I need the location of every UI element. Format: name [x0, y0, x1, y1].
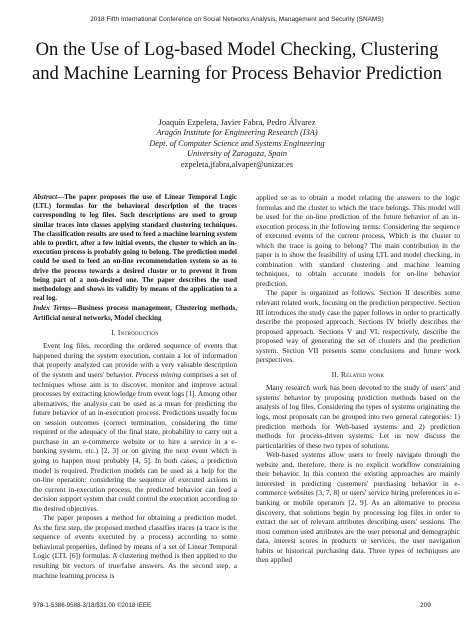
author-block [0, 117, 474, 171]
intro-italic-term: Process mining [135, 370, 182, 380]
intro-continuation-paragraph: applied so as to obtain a model relating the answers to the logic formulas and the cluster to which the trace belongs. This model will be used for the on-line prediction of the future behavior of an in-execution process in the following terms: Considering the sequence of executed events of the current process, Which is the cluster to which the trace is going to belong? The main contribution in the paper is to show the feasibility of using LTL and model checking, in combination with standard clustering and machine learning techniques, to obtain accurate models for on-line behavior prediction. [256, 193, 460, 288]
left-column [33, 193, 237, 580]
intro-text: comprises a set of techniques whose aim is to discover, monitor and improve actual processes by extracting knowledge from event logs [1]. Among other alternatives, the analysis can be used as a mean for predicting the future behavior of an in-execution process. Predictions usually focus on session outcomes (correct termination, considering the time required or the adequacy of the final state, probability to carry out a purchase in an e-commerce website or to hire a service in a e-banking system, etc.) [2, 3] or on giving the next event which is going to happen most probably [4, 5]. In both cases, a prediction model is required. Prediction models can be used as a help for the on-line operation: considering the sequence of executed actions in the current in-execution process, the predicted behavior can feed a decision support system that could control the execution according to the desired objectives. [33, 370, 237, 513]
abstract [33, 193, 237, 303]
author-institute: Aragón Institute for Engineering Research (I3A) [156, 127, 318, 137]
author-emails: ezpeleta,jfabra,alvaper@unizar.es [181, 160, 293, 170]
right-column [256, 193, 460, 565]
intro-text: The paper proposes a method for obtaining a prediction model. As the first step, the proposed method classifies traces (a trace is the sequence of events executed by a process) according to some behavioral properties, defined by means of a set of Linear Temporal Logic (LTL [6]) formulas. A clustering method is then applied to the resulting bit vectors of true/false answers. As the second step, a machine learning process is [33, 513, 237, 580]
conference-header: 2018 Fifth International Conference on Social Networks Analysis, Management and Security (SNAMS) [90, 16, 384, 23]
related-paragraph: Many research work has been devoted to the study of users' and systems' behavior by proposing prediction methods based on the analysis of log files. Considering the types of systems originating the logs, most proposals can be grouped into two general categories: 1) prediction methods for Web-based systems and 2) prediction methods for process-driven systems. Let us now discuss the particularities of these two types of solutions. [256, 383, 460, 450]
author-university: University of Zaragoza, Spain [186, 149, 288, 159]
author-names: Joaquín Ezpeleta, Javier Fabra, Pedro Álvarez [158, 117, 316, 127]
section-heading-introduction: I. Introduction [111, 327, 159, 337]
author-department: Dept. of Computer Science and Systems Engineering [149, 138, 325, 148]
intro-organization-paragraph: The paper is organized as follows. Section II describes some relevant related work, focusing on the prediction perspective. Section III introduces the study case the paper follows in order to practically describe the proposed approach. Sections IV briefly describes the proposed approach. Sections V and VI, respectively, describe the proposed way of generating the set of clusters and the prediction system. Section VII presents some conclusions and future work perspectives. [256, 288, 460, 365]
copyright-footer: 978-1-5386-9588-3/18/$31.00 ©2018 IEEE [33, 602, 152, 609]
abstract-lead: Abstract [33, 193, 58, 201]
index-terms-text: —Business process management, Clustering methods, Artificial neural networks, Model checking [33, 304, 237, 322]
paper-title: On the Use of Log-based Model Checking, Clustering and Machine Learning for Process Behavior Prediction [32, 39, 442, 84]
abstract-text: —The paper proposes the use of Linear Temporal Logic (LTL) formulas for the behavioral description of the traces corresponding to log files. Such descriptions are used to group similar traces into classes applying standard clustering techniques. The classification results are used to feed a machine learning system able to predict, after a few initial events, the cluster to which an in-execution process is probably going to belong. The prediction model could be used to feed an on-line recommendation system so as to drive the process towards a desired cluster or to prevent it from being part of a non-desired one. The paper describes the used methodology and shows its validity by means of the application to a real log. [33, 193, 237, 303]
intro-paragraph [33, 513, 237, 580]
intro-paragraph [33, 341, 237, 513]
index-terms [33, 304, 237, 322]
index-terms-lead: Index Terms [33, 304, 71, 313]
page-number: 209 [420, 602, 431, 609]
intro-text: Event log files, recording the ordered sequence of events that happened during the system execution, contain a lot of information that properly analyzed can provide with a very valuable description of the system and users' behavior. [33, 341, 237, 380]
section-heading-related-work: II. Related work [331, 369, 385, 379]
related-paragraph: Web-based systems allow users to freely navigate through the website and, therefore, there is no explicit workflow constraining their behavior. In this context the existing approaches are mainly interested in predicting customers' purchasing behavior in e-commerce websites [3, 7, 8] or users' service hiring preferences in e-banking or mobile operators [2, 9]. As an alternative to process discovery, that solutions begin by processing log files in order to extract the set of relevant attributes describing users' sessions. The most common used attributes are the user personal and demographic data, interest scores in products or services, the user navigation habits or historical purchasing data. Three types of techniques are then applied [256, 450, 460, 565]
